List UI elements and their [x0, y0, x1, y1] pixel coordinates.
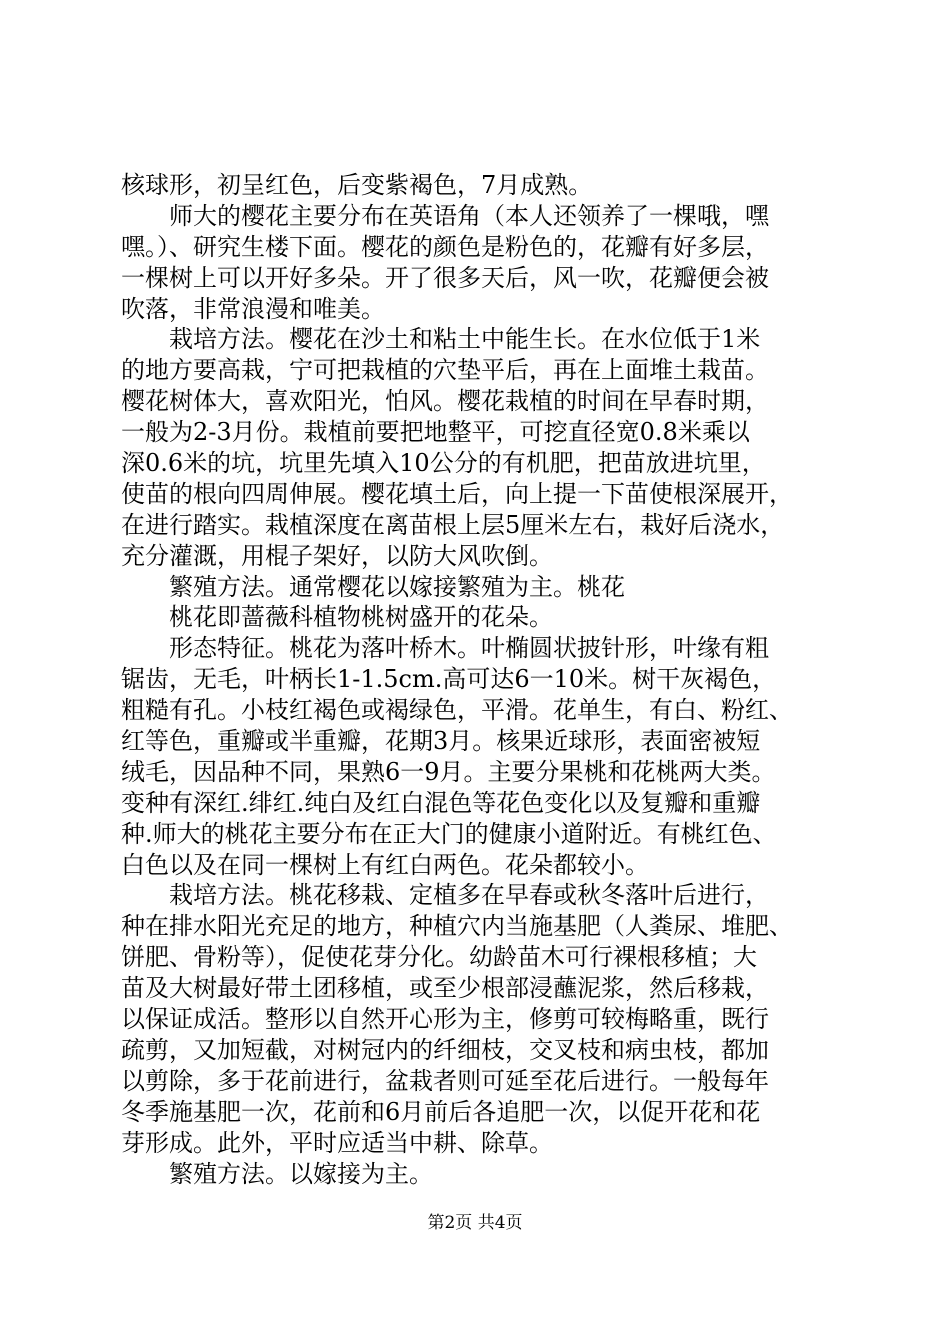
text-line: 以剪除，多于花前进行，盆栽者则可延至花后进行。一般每年: [121, 1066, 769, 1095]
text-line: 栽培方法。桃花移栽、定植多在早春或秋冬落叶后进行，: [121, 881, 769, 910]
text-line: 形态特征。桃花为落叶桥木。叶椭圆状披针形，叶缘有粗: [121, 634, 769, 663]
text-line: 繁殖方法。以嫁接为主。: [121, 1159, 433, 1188]
text-line: 以保证成活。整形以自然开心形为主，修剪可较梅略重，既行: [121, 1005, 769, 1034]
text-line: 一般为2-3月份。栽植前要把地整平，可挖直径宽0.8米乘以: [121, 418, 750, 447]
text-line: 变种有深红.绯红.纯白及红白混色等花色变化以及复瓣和重瓣: [121, 788, 761, 817]
text-line: 绒毛，因品种不同，果熟6一9月。主要分果桃和花桃两大类。: [121, 757, 776, 786]
body-text: [121, 170, 841, 1189]
text-line: 师大的樱花主要分布在英语角（本人还领养了一棵哦，嘿: [121, 201, 769, 230]
text-line: 种在排水阳光充足的地方，种植穴内当施基肥（人粪尿、堆肥、: [121, 912, 793, 941]
text-line: 嘿。）、研究生楼下面。樱花的颜色是粉色的，花瓣有好多层，: [121, 232, 769, 261]
text-line: 饼肥、骨粉等），促使花芽分化。幼龄苗木可行裸根移植；大: [121, 943, 757, 972]
text-line: 一棵树上可以开好多朵。开了很多天后，风一吹，花瓣便会被: [121, 263, 769, 292]
text-line: 繁殖方法。通常樱花以嫁接繁殖为主。桃花: [121, 572, 625, 601]
page-number-label: 第2页 共4页: [427, 1213, 523, 1233]
text-line: 疏剪，又加短截，对树冠内的纤细枝，交叉枝和病虫枝，都加: [121, 1035, 769, 1064]
text-line: 樱花树体大，喜欢阳光，怕风。樱花栽植的时间在早春时期，: [121, 387, 769, 416]
text-line: 使苗的根向四周伸展。樱花填土后，向上提一下苗使根深展开，: [121, 479, 793, 508]
text-line: 栽培方法。樱花在沙土和粘土中能生长。在水位低于1米: [121, 325, 761, 354]
text-line: 的地方要高栽，宁可把栽植的穴垫平后，再在上面堆土栽苗。: [121, 356, 769, 385]
text-line: 红等色，重瓣或半重瓣，花期3月。核果近球形，表面密被短: [121, 727, 761, 756]
text-line: 粗糙有孔。小枝红褐色或褐绿色，平滑。花单生，有白、粉红、: [121, 696, 793, 725]
text-line: 充分灌溉，用棍子架好，以防大风吹倒。: [121, 541, 553, 570]
text-line: 苗及大树最好带土团移植，或至少根部浸蘸泥浆，然后移栽，: [121, 974, 769, 1003]
text-line: 冬季施基肥一次，花前和6月前后各追肥一次，以促开花和花: [121, 1097, 761, 1126]
text-line: 核球形，初呈红色，后变紫褐色，7月成熟。: [121, 171, 593, 199]
text-line: 锯齿，无毛，叶柄长1-1.5cm.高可达6一10米。树干灰褐色，: [121, 665, 777, 694]
text-line: 深0.6米的坑，坑里先填入10公分的有机肥，把苗放进坑里，: [121, 449, 766, 478]
text-line: 白色以及在同一棵树上有红白两色。花朵都较小。: [121, 850, 649, 879]
text-line: 吹落，非常浪漫和唯美。: [121, 294, 385, 323]
text-line: 芽形成。此外，平时应适当中耕、除草。: [121, 1128, 553, 1157]
text-line: 桃花即蔷薇科植物桃树盛开的花朵。: [121, 603, 553, 632]
text-line: 种.师大的桃花主要分布在正大门的健康小道附近。有桃红色、: [121, 819, 777, 848]
text-line: 在进行踏实。栽植深度在离苗根上层5厘米左右，栽好后浇水，: [121, 510, 785, 539]
page-footer: [0, 1212, 950, 1234]
